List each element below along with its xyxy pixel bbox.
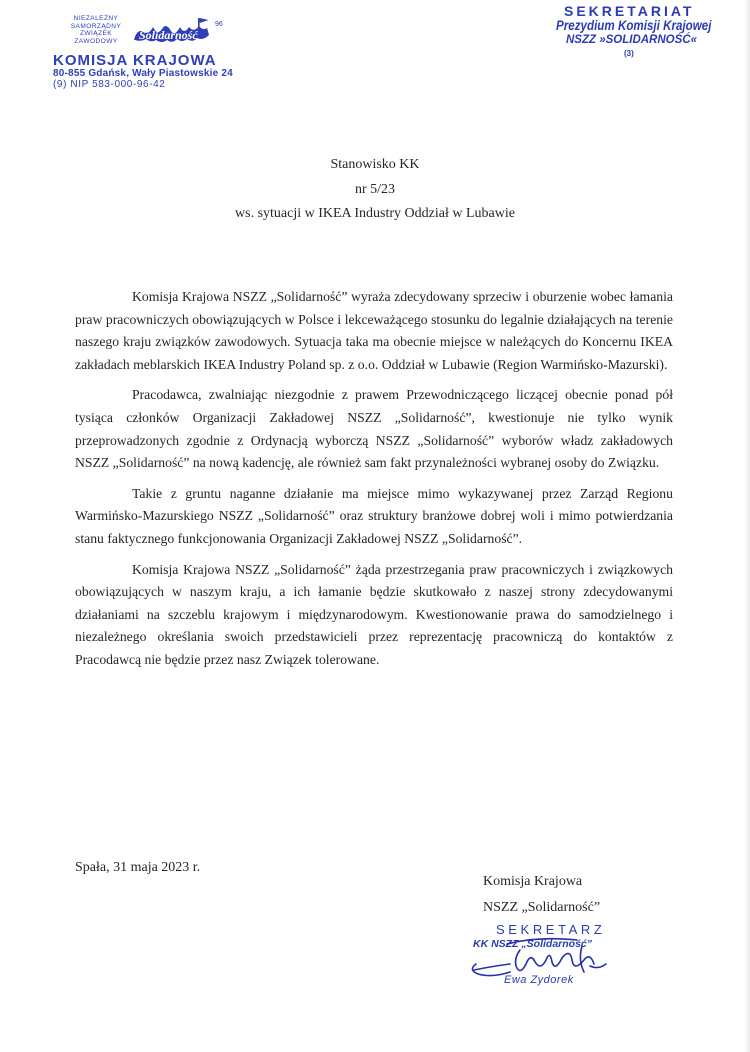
secretary-stamp-name: Ewa Zydorek [504,974,574,986]
signatory-block [483,869,600,921]
document-title: Stanowisko KK [330,157,420,172]
document-body [75,286,673,672]
secretary-stamp [462,920,632,995]
stamp-nip: (9) NIP 583-000-96-42 [53,79,166,90]
secretariat-stamp-title: SEKRETARIAT [564,3,695,19]
secretary-stamp-body: KK NSZZ „Solidarność” [473,938,593,950]
secretariat-stamp-union: NSZZ »SOLIDARNOŚĆ« [566,34,697,46]
document-number: nr 5/23 [354,182,396,197]
body-paragraph: Pracodawca, zwalniając niezgodnie z prawem Przewodniczącego liczącej obecnie ponad pół tysiąca członków Organizacji Zakładowej NSZZ „Solidarność”, kwestionuje nie tylko wynik przeprowadzonych zgodnie z Ordynacją wyborczą NSZZ „Solidarność” wyborów władz zakładowych NSZZ „Solidarność” na nową kadencję, ale również sam fakt przynależności wybranej osoby do Związku. [75,387,673,471]
signatory-line: NSZZ „Solidarność” [483,900,601,915]
secretariat-stamp [556,0,746,70]
place-and-date: Spała, 31 maja 2023 r. [75,860,201,875]
body-paragraph: Komisja Krajowa NSZZ „Solidarność” wyraża zdecydowany sprzeciw i oburzenie wobec łamania praw pracowniczych obowiązujących w Polsce i lekceważącego stosunku do legalnie działających na terenie naszego kraju związków zawodowych. Sytuacja taka ma obecnie miejsce w należących do Koncernu IKEA zakładach meblarskich IKEA Industry Poland sp. z o.o. Oddział w Lubawie (Region Warmińsko-Mazurski). [75,289,673,372]
body-paragraph: Takie z gruntu naganne działanie ma miejsce mimo wykazywanej przez Zarząd Regionu Warmińsko-Mazurskiego NSZZ „Solidarność” oraz struktury branżowe dobrej woli i mimo potwierdzania stanu faktycznego funkcjonowania Organizacji Zakładowej NSZZ „Solidarność”. [75,485,673,546]
solidarnosc-logo [131,16,217,54]
organization-stamp [45,14,255,96]
handwritten-signature [462,920,632,995]
stamp-org-line: ZWIĄZEK [79,30,113,38]
document-subject: ws. sytuacji w IKEA Industry Oddział w Lubawie [235,206,515,221]
secretariat-stamp-body: Prezydium Komisji Krajowej [556,18,712,33]
stamp-address: 80-855 Gdańsk, Wały Piastowskie 24 [53,68,233,79]
logo-number: 96 [215,21,223,28]
stamp-org-line: ZAWODOWY [74,37,118,45]
stamp-org-lines [65,15,127,45]
secretary-stamp-title: SEKRETARZ [496,922,606,937]
logo-wordmark: Solidarność [139,28,198,42]
body-paragraph: Komisja Krajowa NSZZ „Solidarność” żąda przestrzegania praw pracowniczych i związkowych obowiązujących w naszym kraju, a ich łamanie będzie skutkowało z naszej strony zdecydowanymi działaniami na szczeblu krajowym i międzynarodowym. Kwestionowanie prawa do samodzielnego i niezależnego określania swoich przedstawicieli przez reprezentację pracowniczą do kontaktów z Pracodawcą nie będzie przez nasz Związek tolerowane. [75,561,673,667]
stamp-organization-name: KOMISJA KRAJOWA [53,52,217,69]
stamp-org-line: SAMORZĄDNY [70,22,122,30]
secretariat-stamp-number: (3) [624,49,634,58]
signatory-line: Komisja Krajowa [483,874,583,889]
stamp-org-line: NIEZALEŻNY [73,15,119,22]
